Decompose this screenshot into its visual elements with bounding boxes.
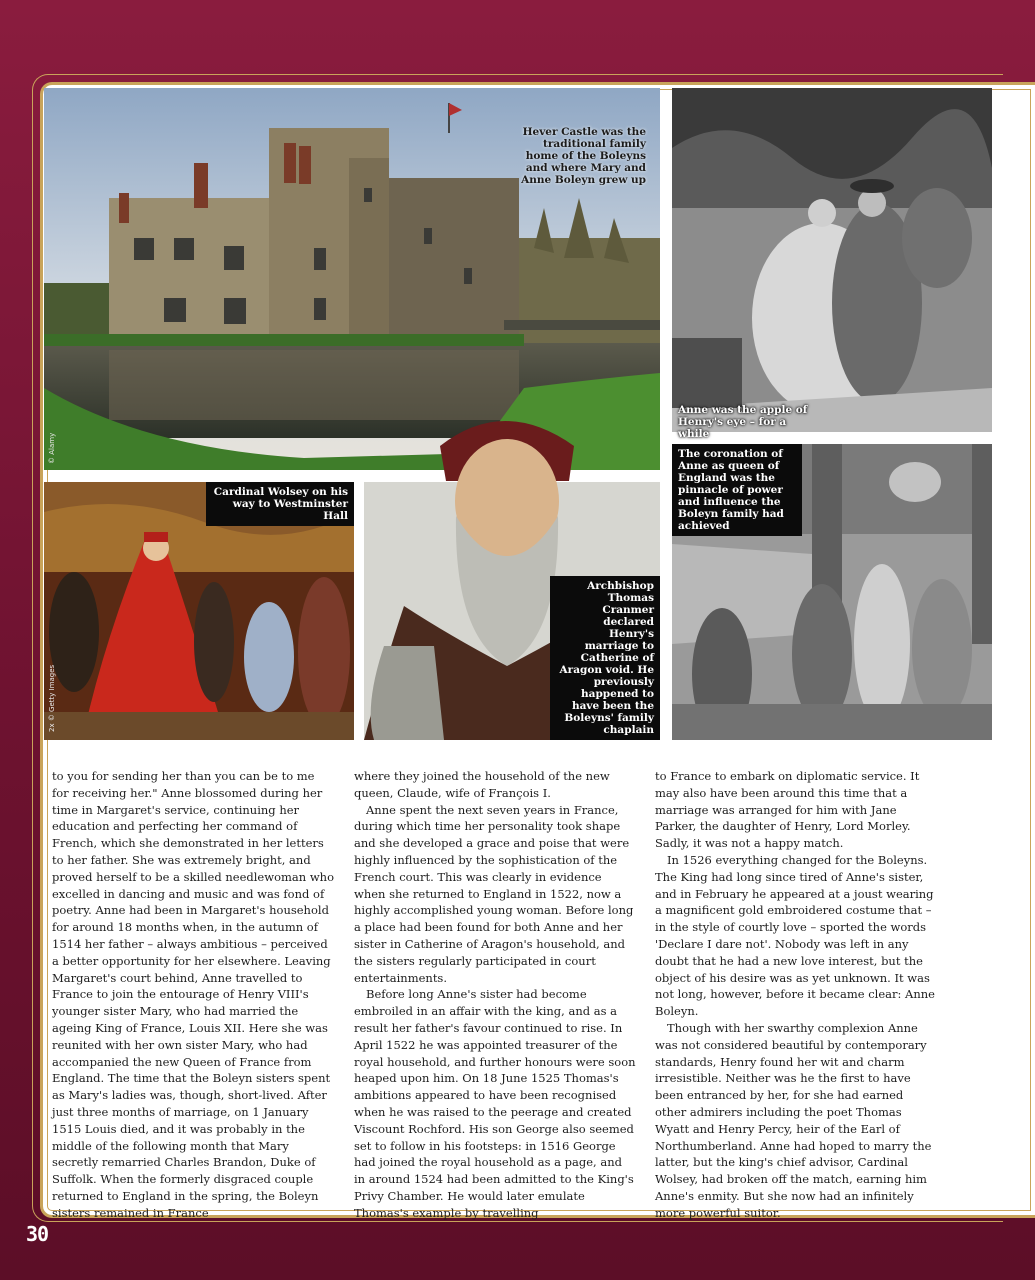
paragraph: to France to embark on diplomatic service. It may also have been around this time that a marriage was arranged for him with Jane Parker, the daughter of Henry, Lord Morley. Sadly, it was not a happy match.: [655, 769, 920, 851]
paragraph: to you for sending her than you can be to me for receiving her." Anne blossomed during her time in Margaret's service, continuing her education and perfecting her command of French, which she demonstrated in her letters to her father. She was extremely bright, and proved herself to be a skilled needlewoman who excelled in dancing and music and was fond of poetry. Anne had been in Margaret's household for around 18 months when, in the autumn of 1514 her father – always ambitious – perceived a better opportunity for her elsewhere. Leaving Margaret's court behind, Anne travelled to France to join the entourage of Henry VIII's younger sister Mary, who had married the ageing King of France, Louis XII. Here she was reunited with her own sister Mary, who had accompanied the new Queen of France from England. The time that the Boleyn sisters spent as Mary's ladies was, though, short-lived. After just three months of marriage, on 1 January 1515 Louis died, and it was probably in the middle of the following month that Mary secretly remarried Charles Brandon, Duke of Suffolk. When the formerly disgraced couple returned to England in the spring, the Boleyn sisters remained in France: [52, 769, 334, 1220]
cranmer-portrait: [364, 406, 660, 740]
paragraph: Though with her swarthy complexion Anne was not considered beautiful by contemporary standards, Henry found her wit and charm irresistible. Neither was he the first to have been entranced by her, for she had earned other admirers including the poet Thomas Wyatt and Henry Percy, heir of the Earl of Northumberland. Anne had hoped to marry the latter, but the king's chief advisor, Cardinal Wolsey, had broken off the match, earning him Anne's enmity. But she now had an infinitely more powerful suitor.: [655, 1020, 932, 1220]
wolsey-photo-credit: 2x © Getty Images: [48, 664, 56, 732]
cranmer-caption: Archbishop Thomas Cranmer declared Henry's marriage to Catherine of Aragon void. He previously happened to have been the Boleyns' family chaplain: [550, 576, 660, 740]
paragraph: Anne spent the next seven years in France, during which time her personality took shape and she developed a grace and poise that were highly influenced by the sophistication of the French court. This was clearly in evidence when she returned to England in 1522, now a highly accomplished young woman. Before long a place had been found for both Anne and her sister in Catherine of Aragon's household, and the sisters regularly participated in court entertainments.: [354, 802, 634, 985]
hever-castle-caption: Hever Castle was the traditional family home of the Boleyns and where Mary and Anne Boleyn grew up: [521, 126, 646, 186]
coronation-caption: The coronation of Anne as queen of England was the pinnacle of power and influence the Boleyn family had achieved: [672, 444, 802, 536]
text-column-3: [655, 768, 937, 1222]
henry-anne-image: [672, 88, 992, 432]
page-number: 30: [26, 1222, 49, 1246]
paragraph: In 1526 everything changed for the Boleyns. The King had long since tired of Anne's sister, and in February he appeared at a joust wearing a magnificent gold embroidered costume that – in the style of courtly love – sported the words 'Declare I dare not'. Nobody was left in any doubt that he had a new love interest, but the object of his desire was as yet unknown. It was not long, however, before it became clear: Anne Boleyn.: [655, 852, 935, 1019]
henry-anne-caption: Anne was the apple of Henry's eye – for a while: [678, 404, 808, 440]
wolsey-painting: [44, 482, 354, 740]
henry-anne-engraving: [672, 88, 992, 440]
hever-photo-credit: © Alamy: [48, 432, 56, 464]
text-column-2: [354, 768, 636, 1222]
paragraph: Before long Anne's sister had become embroiled in an affair with the king, and as a result her father's favour continued to rise. In April 1522 he was appointed treasurer of the royal household, and further honours were soon heaped upon him. On 18 June 1525 Thomas's ambitions appeared to have been recognised when he was raised to the peerage and created Viscount Rochford. His son George also seemed set to follow in his footsteps: in 1516 George had joined the royal household as a page, and in around 1524 had been admitted to the King's Privy Chamber. He would later emulate Thomas's example by travelling: [354, 987, 636, 1220]
text-column-1: [52, 768, 334, 1222]
paragraph: where they joined the household of the new queen, Claude, wife of François I.: [354, 769, 610, 800]
wolsey-caption: Cardinal Wolsey on his way to Westminster Hall: [206, 482, 354, 526]
coronation-engraving: [672, 444, 992, 740]
